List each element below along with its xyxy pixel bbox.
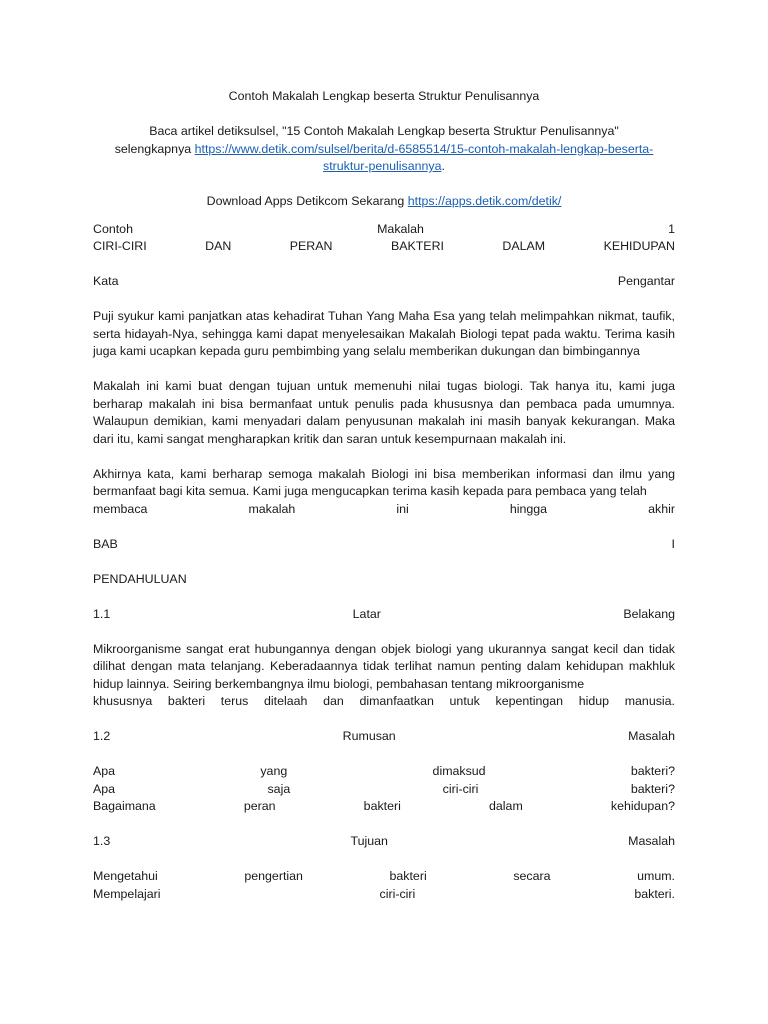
source-prefix: Baca artikel detiksulsel, "15 Contoh Makalah Lengkap beserta Struktur Penulisannya" [149, 124, 619, 138]
download-text: Download Apps Detikcom Sekarang [206, 194, 408, 208]
document-body [93, 88, 675, 903]
question-3: Bagaimana peran bakteri dalam kehidupan? [93, 799, 675, 813]
document-title: Contoh Makalah Lengkap beserta Struktur Penulisannya [228, 89, 540, 103]
section-1-3-heading: 1.3 Tujuan Masalah [93, 834, 675, 848]
question-1: Apa yang dimaksud bakteri? [93, 764, 675, 778]
source-trail: . [441, 159, 445, 173]
paragraph-4-last-line: khususnya bakteri terus ditelaah dan dimanfaatkan untuk kepentingan hidup manusia. [93, 694, 675, 708]
paragraph-2: Makalah ini kami buat dengan tujuan untuk memenuhi nilai tugas biologi. Tak hanya itu, kami juga berharap makalah ini bisa bermanfaat untuk penulis pada khususnya dan pembaca pada umumnya. Walaupun demikian, kami menyadari dalam penyusunan makalah ini masih banyak kekurangan. Maka dari itu, kami sangat mengharapkan kritik dan saran untuk kesempurnaan makalah ini. [93, 379, 675, 446]
download-note [93, 193, 675, 211]
download-link[interactable]: https://apps.detik.com/detik/ [407, 194, 562, 208]
goal-2: Mempelajari ciri-ciri bakteri. [93, 886, 675, 901]
source-lead: selengkapnya [114, 141, 195, 156]
paragraph-3: Akhirnya kata, kami berharap semoga makalah Biologi ini bisa memberikan informasi dan ilmu yang bermanfaat bagi kita semua. Kami juga mengucapkan terima kasih kepada para pembaca yang telah [93, 466, 675, 498]
bab-heading: BAB I [93, 536, 675, 551]
kata-pengantar-heading: Kata Pengantar [93, 274, 675, 288]
section-1-2-heading: 1.2 Rumusan Masalah [93, 729, 675, 743]
paragraph-3-last-line: membaca makalah ini hingga akhir [93, 501, 675, 516]
section-1-1-heading: 1.1 Latar Belakang [93, 606, 675, 621]
heading-row-2: CIRI-CIRI DAN PERAN BAKTERI DALAM KEHIDUPAN [93, 239, 675, 253]
goal-1: Mengetahui pengertian bakteri secara umum. [93, 869, 675, 883]
source-note [93, 123, 675, 176]
pendahuluan-heading: PENDAHULUAN [93, 571, 187, 586]
question-2: Apa saja ciri-ciri bakteri? [93, 781, 675, 796]
heading-row-1: Contoh Makalah 1 [93, 221, 675, 236]
paragraph-4: Mikroorganisme sangat erat hubungannya dengan objek biologi yang ukurannya sangat kecil dan tidak dilihat dengan mata telanjang. Keberadaannya tidak terlihat namun penting dalam kehidupan makhluk hidup lainnya. Seiring berkembangnya ilmu biologi, pembahasan tentang mikroorganisme [93, 641, 675, 691]
source-link[interactable]: https://www.detik.com/sulsel/berita/d-6585514/15-contoh-makalah-lengkap-beserta- struktur-penulisannya [194, 141, 654, 173]
paragraph-1: Puji syukur kami panjatkan atas kehadirat Tuhan Yang Maha Esa yang telah melimpahkan nikmat, taufik, serta hidayah-Nya, sehingga kami dapat menyelesaikan Makalah Biologi tepat pada waktu. Terima kasih juga kami ucapkan kepada guru pembimbing yang selalu memberikan dukungan dan bimbingannya [93, 309, 675, 358]
